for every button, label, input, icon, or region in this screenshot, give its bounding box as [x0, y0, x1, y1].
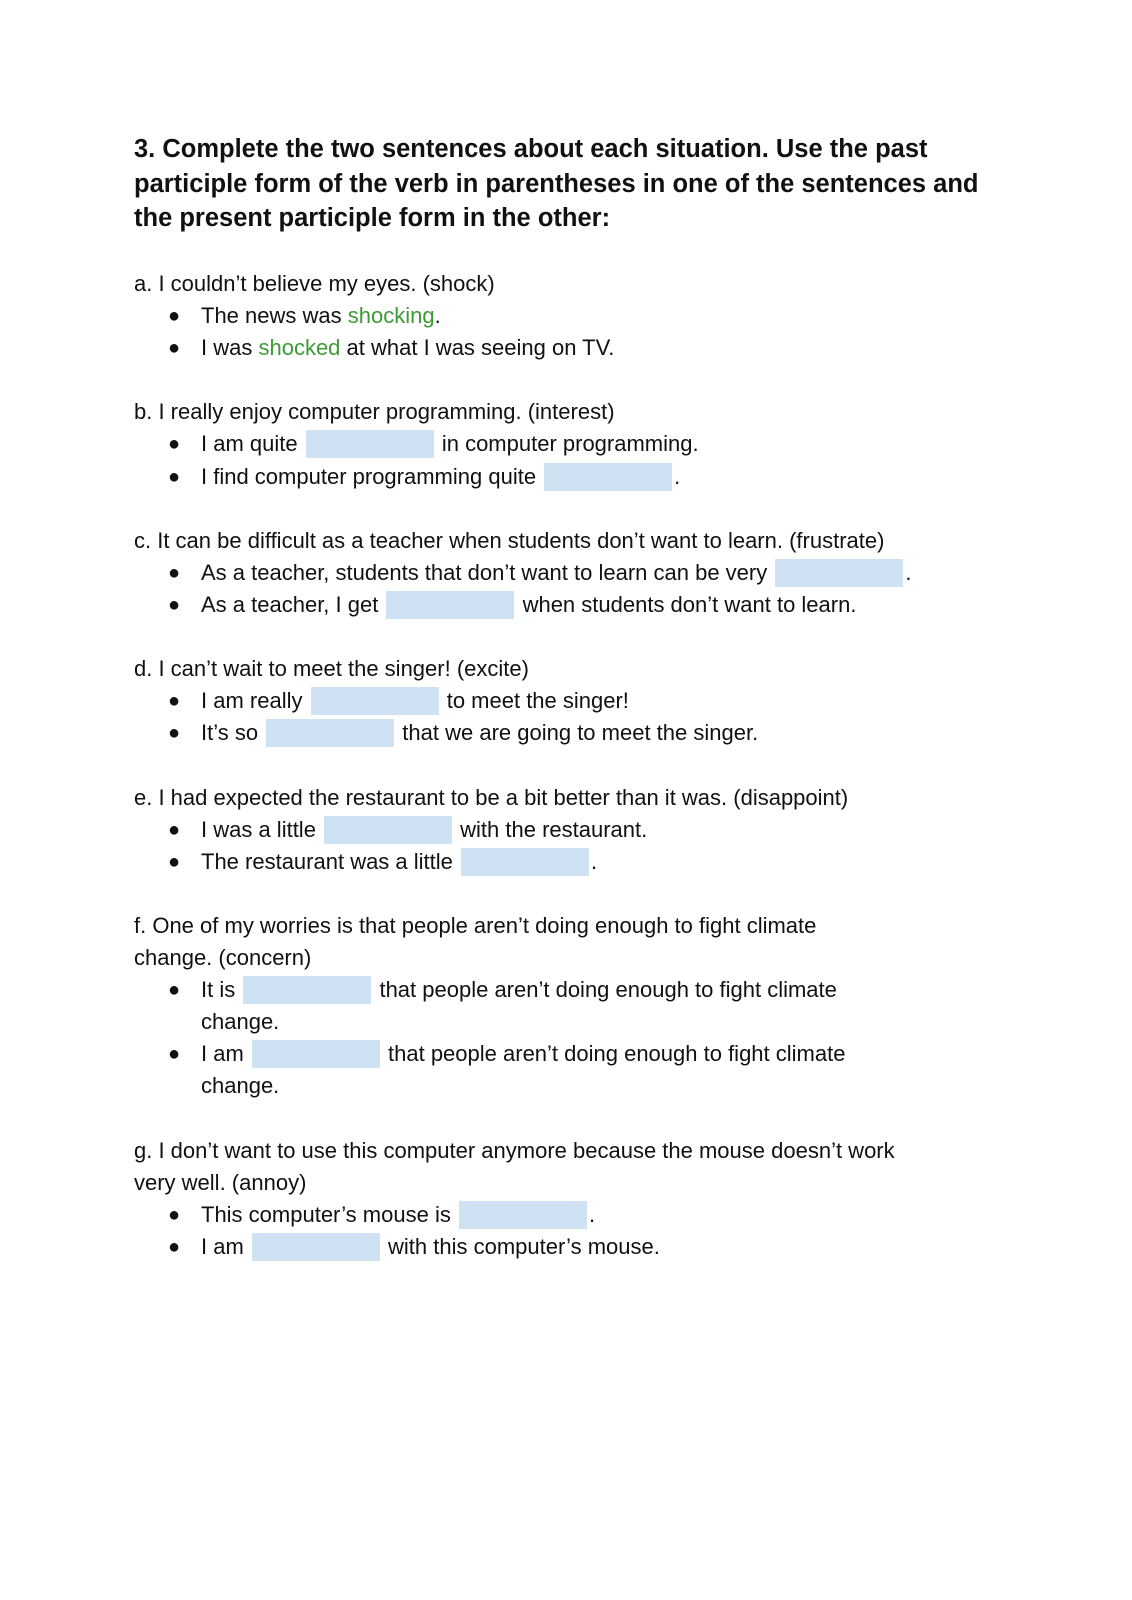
bullet-icon: ●: [168, 593, 181, 616]
sentence-text: As a teacher, students that don’t want to learn can be very: [201, 559, 774, 585]
sentence: [134, 717, 994, 749]
sentence: [134, 974, 994, 1038]
item-prompt: very well. (annoy): [134, 1169, 307, 1195]
sentence-text: that people aren’t doing enough to fight climate: [381, 1041, 846, 1067]
exercise-item: [134, 1135, 994, 1263]
bullet-icon: ●: [168, 1235, 181, 1258]
exercise-item: [134, 396, 994, 492]
sentence-text: It is: [201, 977, 242, 1003]
sentence-text: .: [434, 303, 441, 329]
answer-blank[interactable]: [775, 559, 903, 587]
sentence-text: I am really: [201, 688, 309, 714]
item-prompt: d. I can’t wait to meet the singer! (excite): [134, 656, 529, 682]
answer-blank[interactable]: [311, 687, 439, 715]
sentence-text: It’s so: [201, 720, 265, 746]
sentence-text: This computer’s mouse is: [201, 1201, 457, 1227]
answer-blank[interactable]: [461, 848, 589, 876]
exercise-item: [134, 653, 994, 749]
sentence-text: at what I was seeing on TV.: [340, 335, 615, 361]
sentence-text: I am: [201, 1233, 250, 1259]
item-prompt: g. I don’t want to use this computer anymore because the mouse doesn’t work: [134, 1137, 895, 1163]
sentence-text: change.: [201, 1009, 280, 1035]
sentence-text: that we are going to meet the singer.: [396, 720, 759, 746]
bullet-icon: ●: [168, 433, 181, 456]
sentence-text: to meet the singer!: [440, 688, 629, 714]
exercise-item: [134, 782, 994, 878]
sentence: [134, 1231, 994, 1263]
answer-blank[interactable]: [243, 976, 371, 1004]
sentence: [134, 685, 994, 717]
answer-blank[interactable]: [544, 463, 672, 491]
exercise-item: [134, 910, 994, 1103]
answer-blank[interactable]: [252, 1040, 380, 1068]
bullet-icon: ●: [168, 465, 181, 488]
sentence-text: I was: [201, 335, 259, 361]
sentence-text: I find computer programming quite: [201, 463, 543, 489]
sentence-text: .: [591, 848, 598, 874]
item-prompt: change. (concern): [134, 944, 312, 970]
bullet-icon: ●: [168, 337, 181, 360]
bullet-icon: ●: [168, 305, 181, 328]
sentence-text: The restaurant was a little: [201, 848, 460, 874]
sentence: [134, 1038, 994, 1102]
item-prompt: a. I couldn’t believe my eyes. (shock): [134, 271, 495, 296]
sentence: [134, 332, 994, 364]
example-answer: shocking: [347, 303, 435, 329]
sentence-text: when students don’t want to learn.: [516, 591, 857, 617]
answer-blank[interactable]: [324, 816, 452, 844]
item-prompt: b. I really enjoy computer programming. (interest): [134, 399, 615, 425]
sentence: [134, 1199, 994, 1231]
item-prompt: e. I had expected the restaurant to be a bit better than it was. (disappoint): [134, 784, 849, 810]
sentence: [134, 461, 994, 493]
sentence-text: .: [905, 559, 912, 585]
sentence-text: As a teacher, I get: [201, 591, 385, 617]
sentence-text: .: [674, 463, 681, 489]
sentence-text: The news was: [201, 303, 348, 329]
sentence: [134, 428, 994, 460]
bullet-icon: ●: [168, 979, 181, 1002]
sentence-text: I am quite: [201, 431, 304, 457]
sentence-text: that people aren’t doing enough to fight climate: [373, 977, 837, 1003]
sentence: [134, 589, 994, 621]
sentence-text: I was a little: [201, 816, 323, 842]
sentence-text: with the restaurant.: [454, 816, 648, 842]
bullet-icon: ●: [168, 722, 181, 745]
answer-blank[interactable]: [459, 1201, 587, 1229]
sentence-text: I am: [201, 1041, 250, 1067]
sentence: [134, 846, 994, 878]
bullet-icon: ●: [168, 818, 181, 841]
sentence: [134, 814, 994, 846]
answer-blank[interactable]: [252, 1233, 380, 1261]
answer-blank[interactable]: [386, 591, 514, 619]
sentence: [134, 300, 994, 332]
example-answer: shocked: [258, 335, 341, 361]
bullet-icon: ●: [168, 561, 181, 584]
answer-blank[interactable]: [266, 719, 394, 747]
exercise-item: [134, 268, 994, 364]
exercise-items: [134, 268, 994, 1295]
sentence-text: in computer programming.: [435, 431, 699, 457]
item-prompt: c. It can be difficult as a teacher when students don’t want to learn. (frustrate): [134, 527, 885, 553]
sentence-text: with this computer’s mouse.: [381, 1233, 660, 1259]
item-prompt: f. One of my worries is that people aren’t doing enough to fight climate: [134, 912, 817, 938]
bullet-icon: ●: [168, 1043, 181, 1066]
sentence-text: .: [588, 1201, 596, 1227]
bullet-icon: ●: [168, 690, 181, 713]
exercise-item: [134, 525, 994, 621]
answer-blank[interactable]: [306, 430, 434, 458]
exercise-heading: 3. Complete the two sentences about each situation. Use the past participle form of the verb in parentheses in one of the sentences and the present participle form in the other:: [134, 135, 979, 232]
bullet-icon: ●: [168, 1203, 181, 1226]
sentence: [134, 557, 994, 589]
sentence-text: change.: [201, 1073, 280, 1099]
bullet-icon: ●: [168, 850, 181, 873]
